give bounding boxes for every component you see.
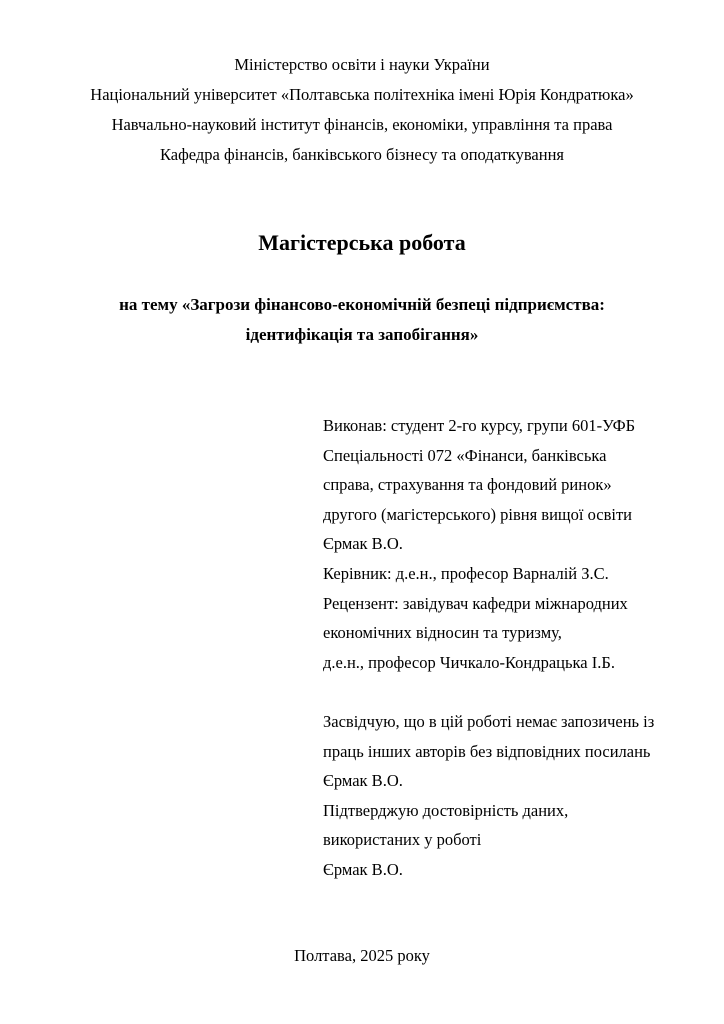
institution-header bbox=[0, 50, 724, 170]
declaration-signature-2: Єрмак В.О. bbox=[323, 859, 403, 879]
topic-line-1: на тему «Загрози фінансово-економічній безпеці підприємства: bbox=[119, 295, 605, 314]
thesis-title: Магістерська робота bbox=[258, 230, 466, 255]
degree-level-line: другого (магістерського) рівня вищої освіти bbox=[323, 504, 632, 524]
thesis-topic bbox=[0, 290, 724, 350]
specialty-line-2: справа, страхування та фондовий ринок» bbox=[323, 475, 612, 495]
specialty-line-1: Спеціальності 072 «Фінанси, банківська bbox=[323, 445, 607, 465]
reviewer-line-1: Рецензент: завідувач кафедри міжнародних bbox=[323, 593, 628, 613]
declaration-signature-1: Єрмак В.О. bbox=[323, 771, 403, 791]
performed-by-line: Виконав: студент 2-го курсу, групи 601-УФБ bbox=[323, 416, 636, 435]
ministry-line: Міністерство освіти і науки України bbox=[234, 55, 490, 74]
department-line: Кафедра фінансів, банківського бізнесу та оподаткування bbox=[159, 145, 564, 164]
institute-line: Навчально-науковий інститут фінансів, економіки, управління та права bbox=[111, 115, 613, 134]
data-confirmation-line-2: використаних у роботі bbox=[323, 830, 482, 850]
supervisor-line: Керівник: д.е.н., професор Варналій З.С. bbox=[323, 563, 609, 583]
topic-line-2: ідентифікація та запобігання» bbox=[245, 325, 479, 344]
originality-declaration bbox=[323, 707, 684, 885]
city-year-footer: Полтава, 2025 року bbox=[294, 946, 430, 965]
declaration-line-1: Засвідчую, що в цій роботі немає запозичень із bbox=[323, 712, 655, 731]
reviewer-line-2: економічних відносин та туризму, bbox=[323, 623, 562, 643]
university-line: Національний університет «Полтавська політехніка імені Юрія Кондратюка» bbox=[90, 85, 634, 104]
reviewer-line-3: д.е.н., професор Чичкало-Кондрацька І.Б. bbox=[323, 652, 615, 672]
author-name: Єрмак В.О. bbox=[323, 534, 403, 554]
declaration-line-2: праць інших авторів без відповідних посилань bbox=[323, 741, 651, 761]
data-confirmation-line-1: Підтверджую достовірність даних, bbox=[323, 800, 569, 820]
author-details bbox=[323, 411, 684, 677]
